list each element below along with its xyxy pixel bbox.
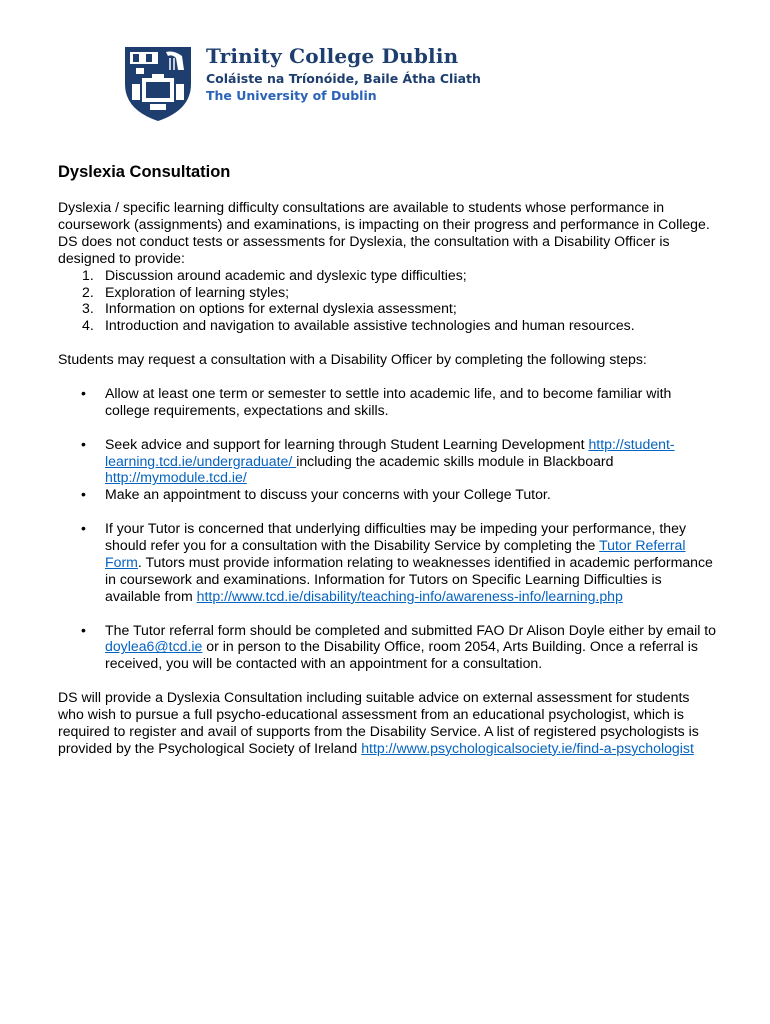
list-item	[58, 284, 718, 301]
step-text: . Tutors must provide information relating to weaknesses identified in academic performance in coursework and examinations. Information for Tutors on Specific Learning Difficulties is available from	[105, 553, 713, 604]
email-link[interactable]: doylea6@tcd.ie	[105, 638, 203, 655]
closing-paragraph	[58, 689, 718, 757]
learning-info-link[interactable]: http://www.tcd.ie/disability/teaching-info/awareness-info/learning.php	[196, 587, 623, 604]
step-text: The Tutor referral form should be completed and submitted FAO Dr Alison Doyle either by email to	[105, 621, 717, 638]
list-number: 1.	[82, 266, 94, 283]
consultation-topics-list	[58, 267, 718, 335]
mymodule-link[interactable]: http://mymodule.tcd.ie/	[105, 469, 247, 486]
bullet-icon: •	[81, 621, 86, 638]
step-appointment	[58, 486, 718, 503]
closing-text: DS will provide a Dyslexia Consultation including suitable advice on external assessment for students who wish to pursue a full psycho-educational assessment from an educational psychologist, which is required to register and avail of supports from the Disability Service. A list of registered psychologists is provided by the Psychological Society of Ireland	[58, 689, 699, 756]
step-text: If your Tutor is concerned that underlying difficulties may be impeding your performance, they should refer you for a consultation with the Disability Service by completing the	[105, 520, 687, 554]
institution-irish-name: Coláiste na Tríonóide, Baile Átha Cliath	[206, 71, 481, 86]
step-tutor-referral	[58, 520, 718, 605]
list-number: 4.	[82, 317, 94, 334]
step-text: including the academic skills module in Blackboard	[296, 452, 614, 469]
institution-name: Trinity College Dublin	[206, 44, 459, 68]
steps-list	[58, 385, 718, 672]
bullet-icon: •	[81, 384, 86, 401]
bullet-icon: •	[81, 486, 86, 503]
step-seek-advice	[58, 436, 718, 487]
bullet-icon: •	[81, 435, 86, 452]
list-item-text: Discussion around academic and dyslexic type difficulties;	[105, 266, 467, 283]
step-text: Allow at least one term or semester to settle into academic life, and to become familiar with college requirements, expectations and skills.	[105, 384, 672, 418]
step-text: Make an appointment to discuss your concerns with your College Tutor.	[105, 486, 551, 503]
tcd-logo	[122, 44, 481, 124]
step-submit-form	[58, 622, 718, 673]
list-number: 2.	[82, 283, 94, 300]
tcd-crest-icon	[122, 44, 194, 124]
step-text: Seek advice and support for learning through Student Learning Development	[105, 435, 585, 452]
tutor-referral-form-link[interactable]: Tutor Referral Form	[105, 537, 686, 570]
list-item-text: Exploration of learning styles;	[105, 283, 290, 300]
bullet-icon: •	[81, 520, 86, 537]
list-number: 3.	[82, 300, 94, 317]
find-psychologist-link[interactable]: http://www.psychologicalsociety.ie/find-a-psychologist	[361, 739, 694, 756]
university-name: The University of Dublin	[206, 88, 377, 103]
list-item-text: Introduction and navigation to available assistive technologies and human resources.	[105, 317, 635, 334]
list-item	[58, 317, 718, 334]
step-text: or in person to the Disability Office, room 2054, Arts Building. Once a referral is received, you will be contacted with an appointment for a consultation.	[105, 638, 698, 672]
student-learning-link[interactable]: http://student-learning.tcd.ie/undergraduate/	[105, 435, 675, 469]
document-body	[58, 162, 718, 757]
step-settle	[58, 385, 718, 419]
page-title: Dyslexia Consultation	[58, 163, 231, 181]
intro-paragraph: Dyslexia / specific learning difficulty consultations are available to students whose performance in coursework (assignments) and examinations, is impacting on their progress and performance in College. DS does not conduct tests or assessments for Dyslexia, the consultation with a Disability Officer is designed to provide:	[58, 199, 710, 266]
request-intro-paragraph: Students may request a consultation with a Disability Officer by completing the following steps:	[58, 351, 647, 368]
list-item	[58, 300, 718, 317]
list-item-text: Information on options for external dyslexia assessment;	[105, 300, 457, 317]
list-item	[58, 267, 718, 284]
